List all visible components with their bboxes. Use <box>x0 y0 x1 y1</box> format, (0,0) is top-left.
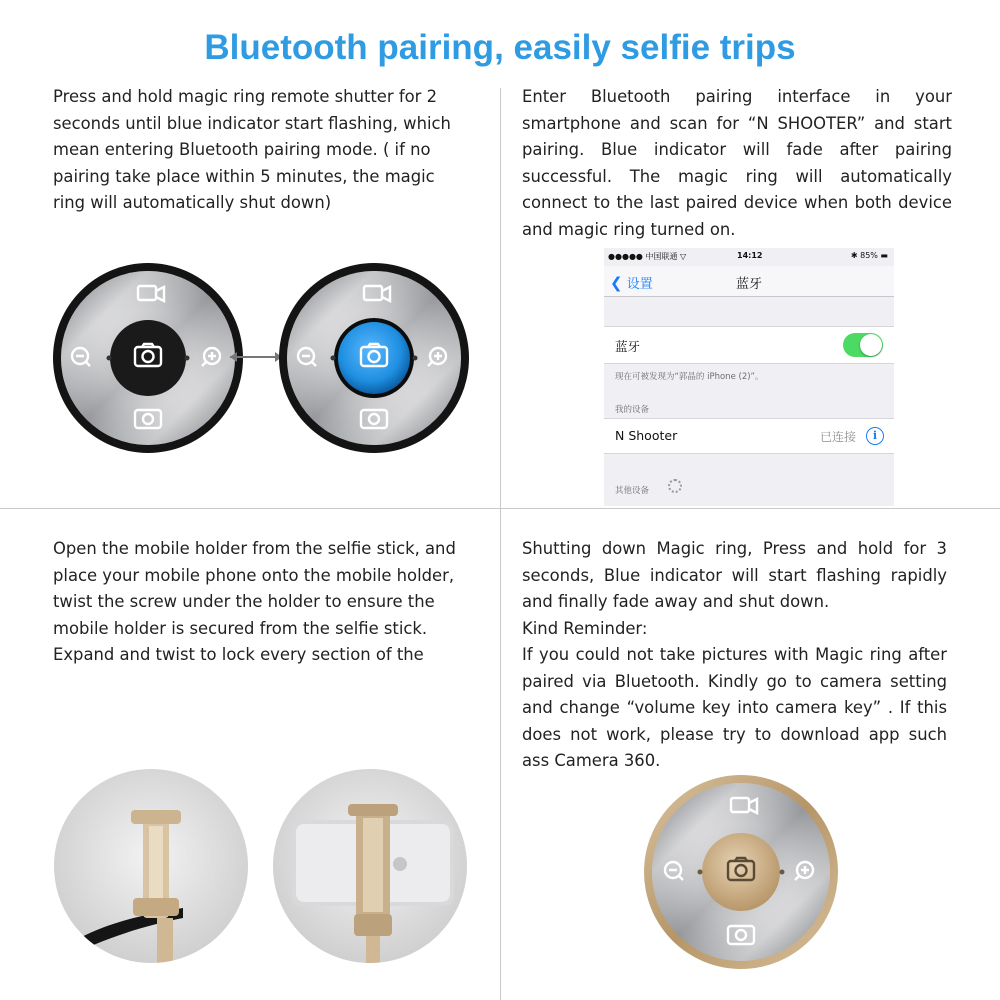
step4-paragraph-3: If you could not take pictures with Magic ring after paired via Bluetooth. Kindly go to camera setting and change “volume key into camera key” . If this does not work, please try to download app such ass Camera 360. <box>522 645 947 770</box>
other-devices-header: 其他设备 <box>615 486 650 496</box>
magic-ring-black-image <box>52 262 244 454</box>
shutter-button-black <box>110 320 186 396</box>
nav-title: 蓝牙 <box>735 277 762 292</box>
info-icon[interactable]: i <box>866 427 884 445</box>
nav-bar <box>604 266 894 297</box>
step3-paragraph-1: Open the mobile holder from the selfie stick, and place your mobile phone onto the mobile holder, twist the screw under the holder to ensure the mobile holder is secured from the selfie stick. <box>53 539 456 638</box>
step3-paragraph-2: Expand and twist to lock every section of the <box>53 645 424 664</box>
device-row-n-shooter[interactable] <box>604 418 894 454</box>
magic-ring-blue-image <box>278 262 470 454</box>
step3-text <box>53 536 473 669</box>
device-status: 已连接 <box>819 430 856 444</box>
bluetooth-toggle[interactable] <box>843 333 883 357</box>
vertical-divider <box>500 88 501 1000</box>
step4-paragraph-2: Kind Reminder: <box>522 618 648 638</box>
loading-spinner-icon <box>668 479 682 493</box>
shutter-button-blue <box>338 322 410 394</box>
horizontal-divider <box>0 508 1000 509</box>
double-arrow-icon <box>226 350 286 364</box>
discoverable-note: 现在可被发现为“郭晶的 iPhone (2)”。 <box>615 372 764 382</box>
step4-paragraph-1: Shutting down Magic ring, Press and hold for 3 seconds, Blue indicator will start flashing rapidly and finally fade away and shut down. <box>522 539 947 611</box>
status-bar <box>604 248 894 266</box>
bluetooth-toggle-row <box>604 326 894 364</box>
magic-ring-gold-image <box>643 774 839 970</box>
my-devices-header: 我的设备 <box>615 405 650 415</box>
clock-label: 14:12 <box>737 251 763 260</box>
phone-on-holder-photo <box>272 768 468 964</box>
carrier-label: ●●●●● 中国联通 ▽ <box>608 252 687 261</box>
step4-text <box>522 536 947 775</box>
page-title: Bluetooth pairing, easily selfie trips <box>204 28 796 67</box>
chevron-left-icon: ❮ <box>610 274 623 292</box>
bluetooth-label: 蓝牙 <box>615 339 641 354</box>
toggle-knob <box>860 334 882 356</box>
back-label: 设置 <box>626 277 653 292</box>
phone-bluetooth-screen <box>604 248 894 506</box>
mobile-holder-photo <box>53 768 249 964</box>
device-name: N Shooter <box>615 428 678 443</box>
step2-text: Enter Bluetooth pairing interface in your smartphone and scan for “N SHOOTER” and start pairing. Blue indicator will fade after pairing successful. The magic ring will automatically connect to the last paired device when both device and magic ring turned on. <box>522 87 952 239</box>
step1-text: Press and hold magic ring remote shutter for 2 seconds until blue indicator start flashing, which mean entering Bluetooth pairing mode. ( if no pairing take place within 5 minutes, the magic ring will automatically shut down) <box>53 87 451 212</box>
shutter-button-gold <box>702 833 780 911</box>
battery-label: ✱ 85% ▬ <box>850 251 888 260</box>
